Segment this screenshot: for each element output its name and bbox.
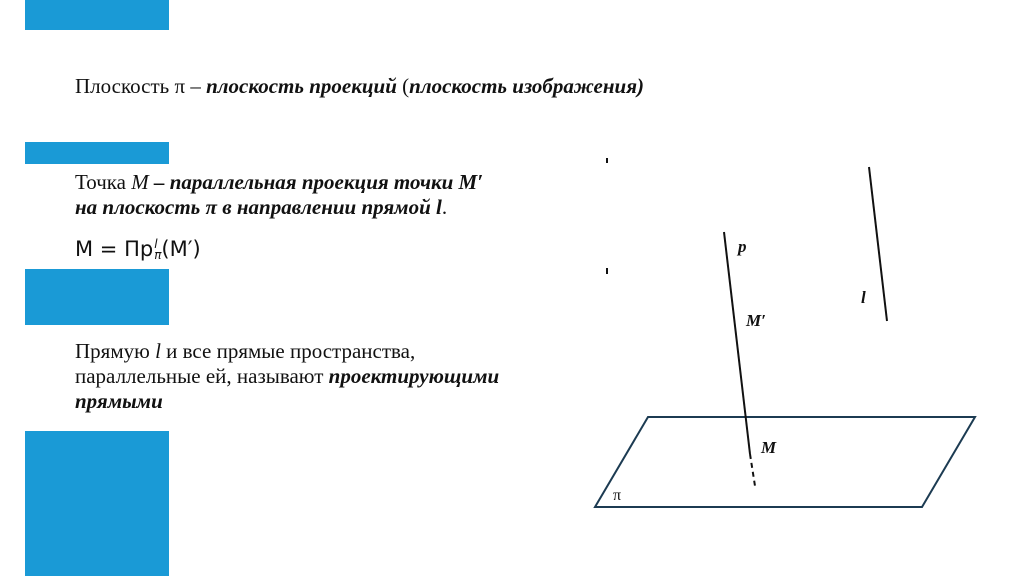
label-p: p [738, 237, 747, 256]
formula-arg: (M′) [161, 237, 201, 261]
text1-emph: плоскость проекций [206, 74, 397, 98]
text1-mid: ( [396, 74, 410, 98]
plane-pi [595, 417, 975, 507]
text3-emph: проектирующими прямыми [75, 364, 500, 413]
line-p [724, 232, 750, 454]
line-p-hidden [750, 454, 755, 486]
text2-line1-plain: Точка [75, 170, 132, 194]
text1-emph2: плоскость изображения) [409, 74, 645, 98]
text2-line2-emph: на плоскость π в направлении прямой l [75, 195, 442, 219]
text2-line2-end: . [441, 195, 448, 219]
text1-plain: Плоскость π – [75, 74, 207, 98]
label-pi: π [613, 487, 622, 504]
text2-line1-var: M [131, 170, 149, 194]
label-l: l [861, 288, 866, 307]
formula-sub: π [154, 248, 162, 262]
line-l [869, 167, 887, 321]
text2-line1-emph: – параллельная проекция точки M′ [148, 170, 484, 194]
text3-var: l [155, 339, 161, 363]
label-m-prime: M′ [746, 311, 766, 330]
formula-sup: l [154, 237, 158, 251]
label-m: M [761, 438, 777, 457]
text3-p1: Прямую [75, 339, 156, 363]
formula-lhs: M = Пр [75, 237, 154, 261]
text3-p2: и все прямые пространства, параллельные ей, называют [75, 339, 416, 388]
